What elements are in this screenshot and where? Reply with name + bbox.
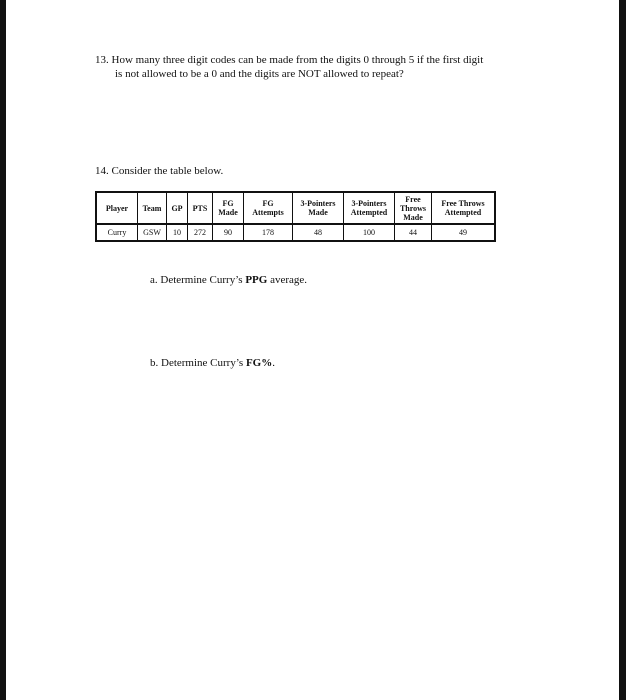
question-14b-suffix: . [272,357,275,369]
question-14: 14. Consider the table below. [95,165,224,177]
right-edge-border [619,0,626,700]
cell-player: Curry [96,224,138,241]
table-header-row [96,192,495,224]
question-14b-prefix: b. Determine Curry’s [150,357,246,369]
cell-3pt-made: 48 [293,224,344,241]
cell-ft-attempted: 49 [432,224,496,241]
header-player: Player [96,192,138,224]
question-13-line-2: is not allowed to be a 0 and the digits are NOT allowed to repeat? [115,68,404,80]
question-13-number: 13. [95,54,109,66]
cell-3pt-attempted: 100 [344,224,395,241]
stats-table [95,191,496,242]
question-13-line-1: How many three digit codes can be made from the digits 0 through 5 if the first digit [111,54,484,66]
header-gp: GP [167,192,188,224]
cell-ft-made: 44 [395,224,432,241]
question-14a-prefix: a. Determine Curry’s [150,274,246,286]
cell-fg-made: 90 [213,224,244,241]
header-ft-attempted: Free Throws Attempted [432,192,496,224]
header-pts: PTS [188,192,213,224]
cell-gp: 10 [167,224,188,241]
cell-pts: 272 [188,224,213,241]
header-team: Team [138,192,167,224]
cell-team: GSW [138,224,167,241]
question-14b [150,357,275,369]
header-fg-made: FG Made [213,192,244,224]
header-ft-made: Free Throws Made [395,192,432,224]
question-14a [150,274,307,286]
table-row [96,224,495,241]
header-3pt-attempted: 3-Pointers Attempted [344,192,395,224]
header-fg-attempts: FG Attempts [244,192,293,224]
question-14a-suffix: average. [267,274,308,286]
header-3pt-made: 3-Pointers Made [293,192,344,224]
question-14b-bold-term: FG% [245,357,273,369]
cell-fg-attempts: 178 [244,224,293,241]
question-13 [95,53,535,81]
question-14a-bold-term: PPG [245,274,268,286]
left-edge-border [0,0,6,700]
